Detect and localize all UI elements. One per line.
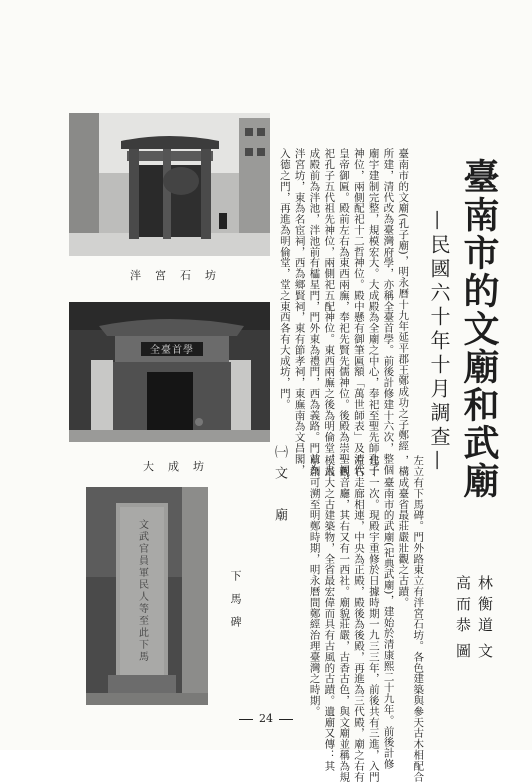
photo-dacheng-gate <box>69 302 270 442</box>
body-line: 左右走廊相連，中央為正殿，殿後為後殿，再進為三代殿，廟之右有 <box>353 454 366 782</box>
photo-dismount-stele <box>86 487 208 705</box>
section-heading: ㈠文 廟 <box>272 445 287 529</box>
body-line: ，構成臺省最莊嚴壯觀之古蹟。 <box>397 454 410 608</box>
body-line: 所建，清代改為臺灣府學，亦稱全臺首學。前後計修建十六次，整個 <box>382 147 395 475</box>
body-text-upper <box>275 133 425 486</box>
page-number <box>0 712 532 725</box>
body-line: 建十一次。現殿宇重修於日據時期一九三三年，前後共有三進，入門 <box>367 454 380 782</box>
author-illustrator-role: 圖 <box>454 643 472 658</box>
stele-illustration <box>86 487 208 705</box>
article-title: 臺南市的文廟和武廟 <box>458 158 500 500</box>
body-line: 廟宇建制完整，規模宏大。大成殿為全廟之中心，奉祀至聖先師孔子 <box>367 147 380 475</box>
body-line: 成殿前為泮池，泮池前有櫺星門，門外東為禮門，西為義路。門前為 <box>308 147 321 475</box>
caption-dismount-stele: 下馬碑 <box>229 570 242 639</box>
body-line: 草創可溯至明鄭時期，明永曆間鄭經治理臺灣之時期。 <box>308 454 321 717</box>
author-writer-role: 文 <box>476 643 494 658</box>
gate-illustration <box>69 302 270 442</box>
body-line: 臺南市的武廟(祀典武廟)，建始於清康熙二十九年。前後計修 <box>382 454 395 770</box>
photo-stone-archway <box>69 113 270 256</box>
stele-inscription: 文武官員軍民人等至此下馬 <box>136 519 148 663</box>
body-line: 模最大之古建築物，全省最宏偉而具有古風的古蹟。遺廟又傳：其 <box>323 454 336 772</box>
body-line: 神位，兩側配祀十二哲神位。殿中懸有御筆匾額「萬世師表」及清代 <box>352 147 365 475</box>
gate-sign: 全臺首學 <box>150 345 194 356</box>
page-number-value: 24 <box>259 712 273 725</box>
body-line: 皇帝御匾。殿前左右為東西兩廡，奉祀先賢先儒神位。後殿為崇聖祠， <box>338 147 351 486</box>
author-writer: 林衡道 <box>476 575 494 638</box>
body-line: 入德之門，再進為明倫堂，堂之東西各有大成坊，門。 <box>278 147 291 410</box>
body-line: 臺南市的文廟(孔子廟)，明永曆十九年延平郡王鄭成功之子鄭經 <box>397 147 410 452</box>
body-text-lower <box>290 440 440 782</box>
author-illustrator: 高而恭 <box>454 575 472 638</box>
body-line: 泮宮坊，東為名宦祠，西為鄉賢祠，東有節孝祠，東廡南為文昌閣， <box>293 147 306 475</box>
body-line: 祀孔子五代祖先神位，兩側祀五配神位。東西兩廡之後為明倫堂，大 <box>323 147 336 475</box>
article-subtitle: —民國六十年十月調查— <box>427 210 451 474</box>
body-line: 左立有下馬碑。門外路東立有泮宮石坊。各色建築與參天古木相配合 <box>412 454 425 782</box>
caption-dacheng-gate: 大成坊 <box>143 460 218 473</box>
page-number-dash-left <box>239 719 253 720</box>
body-line: 一觀音廳，其右又有一西社。廟貌莊嚴，古香古色，與文廟並稱為規 <box>338 454 351 782</box>
page-number-dash-right <box>279 719 293 720</box>
archway-illustration <box>69 113 270 256</box>
caption-stone-archway: 泮宮石坊 <box>130 269 230 282</box>
